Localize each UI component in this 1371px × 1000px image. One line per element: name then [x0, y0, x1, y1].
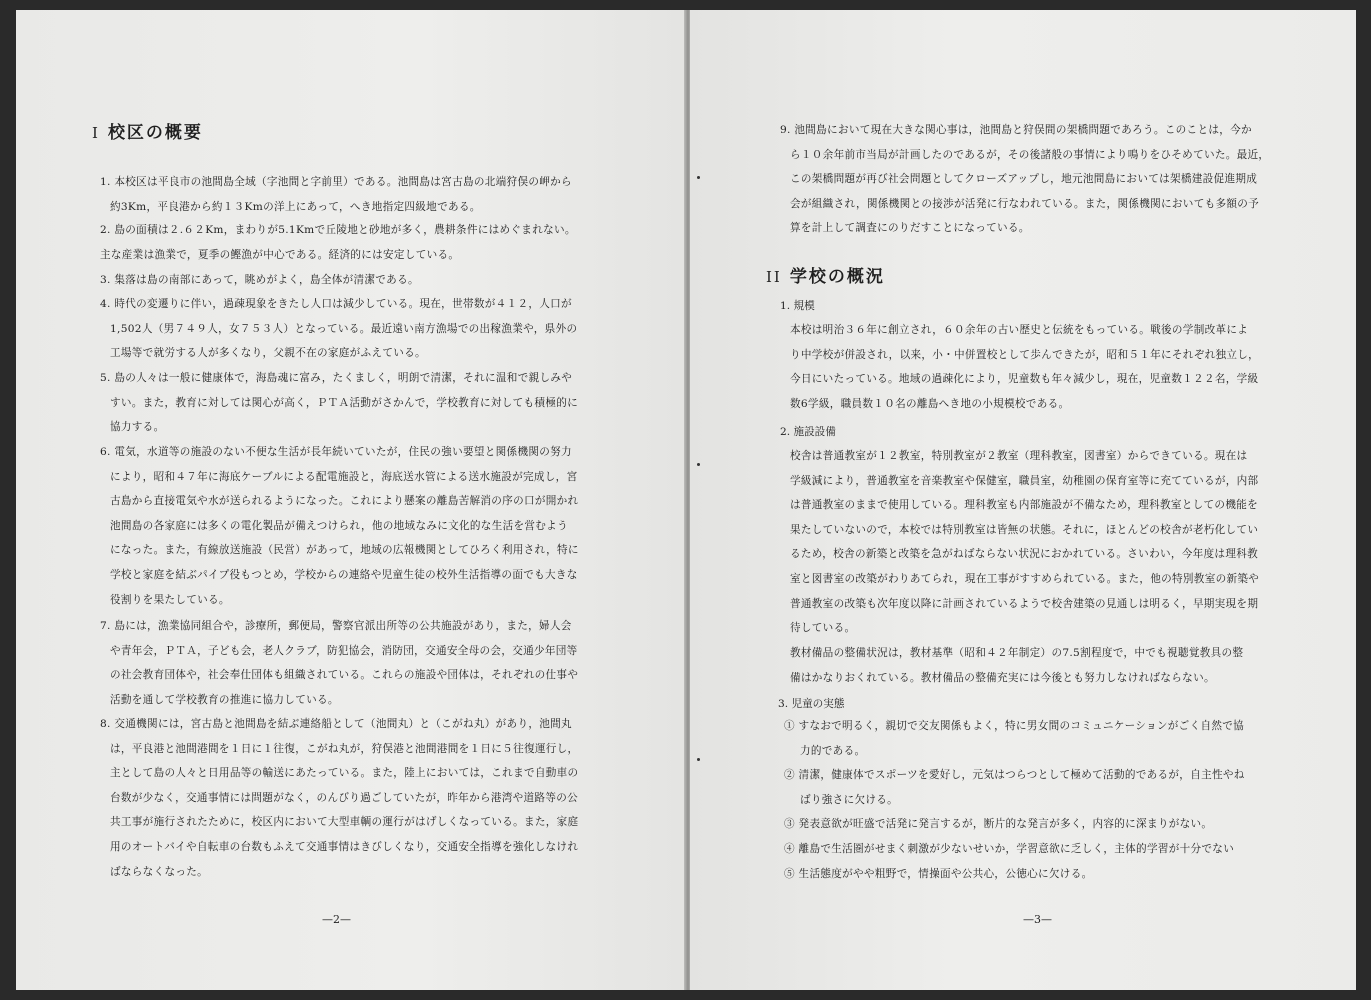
- text-line: は，平良港と池間港間を１日に１往復，こがね丸が，狩俣港と池間港間を１日に５往復運行し，: [110, 742, 579, 755]
- list-item: [100, 218, 576, 267]
- text-line: 工場等で就労する人が多くなり，父親不在の家庭がふえている。: [110, 347, 426, 360]
- section-title-text: 学校の概況: [789, 267, 885, 287]
- text-line: 会が組織され，関係機関との接渉が活発に行なわれている。また，関係機関においても多額の予: [790, 197, 1260, 210]
- text-line: ばり強さに欠ける。: [800, 793, 899, 806]
- text-line: になった。また，有線放送施設（民営）があって，地域の広報機関としてひろく利用され，特に: [110, 544, 579, 557]
- text-line: 数6学級，職員数１０名の離島へき地の小規模校である。: [790, 397, 1070, 410]
- text-line: この架橋問題が再び社会問題としてクローズアップし，地元池間島においては架橋建設促進期成: [790, 173, 1258, 186]
- text-line: 本校は明治３６年に創立され，６０余年の古い歴史と伝統をもっている。戦後の学制改革によ: [790, 324, 1249, 336]
- text-line: 学校と家庭を結ぶパイプ役もつとめ，学校からの連絡や児童生徒の校外生活指導の面でも大きな: [110, 568, 578, 581]
- punch-mark: [697, 758, 700, 761]
- text-line: ら１０余年前市当局が計画したのであるが，その後諸般の事情により鳴りをひそめていた。最近，: [790, 148, 1270, 161]
- text-line: 9. 池間島において現在大きな関心事は，池間島と狩俣間の架橋問題であろう。このことは，今か: [780, 124, 1252, 136]
- text-line: ③ 発表意欲が旺盛で活発に発言するが，断片的な発言が多く，内容的に深まりがない。: [784, 818, 1213, 831]
- section-title-1: [92, 118, 203, 143]
- text-line: 果たしていないので，本校では特別教室は皆無の状態。それに，ほとんどの校舎が老朽化してい: [790, 523, 1259, 536]
- text-line: 役割りを果たしている。: [110, 593, 230, 606]
- text-line: 台数が少なく，交通事情には問題がなく，のんびり過ごしていたが，昨年から港湾や道路等の公: [110, 791, 579, 804]
- text-line: 1,502人（男７４９人，女７５３人）となっている。最近遠い南方漁場での出稼漁業や，県外の: [110, 322, 578, 335]
- punch-mark: [697, 463, 700, 466]
- text-line: ⑤ 生活態度がやや粗野で，情操面や公共心，公徳心に欠ける。: [784, 867, 1093, 880]
- page-number-left: —2—: [322, 913, 351, 926]
- list-item: [100, 170, 572, 219]
- text-line: 2. 島の面積は２.６２Km，まわりが5.1Kmで丘陵地と砂地が多く，農耕条件にはめぐまれない。: [100, 224, 576, 236]
- text-line: るため，校舎の新築と改築を急がねばならない状況におかれている。さいわい，今年度は理科教: [790, 548, 1259, 561]
- text-line: 3. 集落は島の南部にあって，眺めがよく，島全体が清潔である。: [100, 274, 419, 286]
- equipment-paragraph: [790, 641, 1243, 690]
- text-line: 待している。: [790, 622, 856, 635]
- text-line: や青年会，ＰＴＡ，子ども会，老人クラブ，防犯協会，消防団，交通安全母の会，交通少年団等: [110, 644, 578, 657]
- section-title-2: [766, 262, 885, 287]
- text-line: 備はかなりおくれている。教材備品の整備充実には今後とも努力しなければならない。: [790, 671, 1215, 684]
- list-item: [100, 440, 579, 612]
- text-line: 今日にいたっている。地域の過疎化により，児童数も年々減少し，現在，児童数１２２名，学級: [790, 373, 1259, 386]
- text-line: 1. 本校区は平良市の池間島全域（字池間と字前里）である。池間島は宮古島の北端狩俣の岬から: [100, 176, 572, 188]
- text-line: 古島から直接電気や水が送られるようになった。これにより懸案の離島苦解消の序の口が開かれ: [110, 495, 579, 508]
- text-line: 8. 交通機関には，宮古島と池間島を結ぶ連絡船として（池間丸）と（こがね丸）があり，池間丸: [100, 718, 572, 730]
- list-item: [100, 614, 578, 712]
- text-line: 協力する。: [110, 421, 165, 434]
- text-line: ④ 離島で生活圏がせまく刺激が少ないせいか，学習意欲に乏しく，主体的学習が十分でない: [784, 842, 1235, 855]
- scale-paragraph: [790, 318, 1259, 416]
- list-item: [100, 292, 577, 366]
- subheading-facilities: 2. 施設設備: [780, 426, 836, 438]
- list-item: [100, 366, 578, 440]
- text-line: 力的である。: [800, 744, 866, 757]
- list-item: [100, 268, 419, 293]
- text-line: 池間島の各家庭には多くの電化製品が備えつけられ，他の地域なみに文化的な生活を営むよう: [110, 519, 568, 532]
- section-number: I: [92, 124, 100, 142]
- text-line: 6. 電気，水道等の施設のない不便な生活が長年続いていたが，住民の強い要望と関係機関の努力: [100, 446, 572, 458]
- text-line: の社会教育団体や，社会奉仕団体も組織されている。これらの施設や団体は，それぞれの仕事や: [110, 669, 579, 682]
- item-9: [780, 118, 1269, 241]
- text-line: すい。また，教育に対しては関心が高く，ＰＴＡ活動がさかんで，学校教育に対しても積極的に: [110, 396, 579, 409]
- text-line: 校舎は普通教室が１２教室，特別教室が２教室（理科教室，図書室）からできている。現在は: [790, 450, 1248, 462]
- section-title-text: 校区の概要: [107, 123, 203, 143]
- text-line: 普通教室の改築も次年度以降に計画されているようで校舎建築の見通しは明るく，早期実現を期: [790, 597, 1259, 610]
- text-line: 活動を通して学校教育の推進に協力している。: [110, 693, 339, 706]
- text-line: 主として島の人々と日用品等の輸送にあたっている。また，陸上においては，これまで自動車の: [110, 767, 579, 780]
- text-line: は普通教室のままで使用している。理科教室も内部施設が不備なため，理科教室としての機能を: [790, 499, 1259, 512]
- text-line: 用のオートバイや自転車の台数もふえて交通事情はきびしくなり，交通安全指導を強化しなけれ: [110, 840, 579, 853]
- text-line: ① すなおで明るく，親切で交友関係もよく，特に男女間のコミュニケーションがごく自然で協: [784, 720, 1245, 732]
- text-line: 4. 時代の変遷りに伴い，過疎現象をきたし人口は減少している。現在，世帯数が４１２，人口が: [100, 298, 572, 310]
- text-line: 約3Km，平良港から約１３Kmの洋上にあって，へき地指定四級地である。: [110, 200, 481, 213]
- facilities-paragraph: [790, 444, 1259, 641]
- text-line: 5. 島の人々は一般に健康体で，海島魂に富み，たくましく，明朗で清潔，それに温和で親しみや: [100, 372, 573, 384]
- list-item: [100, 712, 578, 884]
- text-line: 算を計上して調査にのりだすことになっている。: [790, 222, 1030, 235]
- text-line: 教材備品の整備状況は，教材基準（昭和４２年制定）の7.5割程度で，中でも視聴覚教具の整: [790, 647, 1244, 659]
- text-line: 共工事が施行されたために，校区内において大型車輌の運行がはげしくなっている。また，家庭: [110, 816, 579, 829]
- subheading-students: 3. 児童の実態: [778, 698, 845, 710]
- text-line: 7. 島には，漁業協同組合や，診療所，郵便局，警察官派出所等の公共施設があり，また，婦人会: [100, 620, 572, 632]
- text-line: により，昭和４７年に海底ケーブルによる配電施設と，海底送水管による送水施設が完成し，宮: [110, 470, 578, 483]
- page-number-right: —3—: [1023, 913, 1052, 926]
- text-line: ばならなくなった。: [110, 865, 209, 878]
- students-list: [784, 714, 1245, 886]
- text-line: ② 清潔，健康体でスポーツを愛好し，元気はつらつとして極めて活動的であるが，自主性やね: [784, 769, 1245, 782]
- text-line: り中学校が併設され，以来，小・中併置校として歩んできたが，昭和５１年にそれぞれ独立し，: [790, 348, 1260, 361]
- text-line: 室と図書室の改築がわりあてられ，現在工事がすすめられている。また，他の特別教室の新築や: [790, 572, 1260, 585]
- section-number: II: [766, 268, 782, 286]
- subheading-scale: 1. 規模: [780, 300, 815, 312]
- punch-mark: [697, 176, 700, 179]
- text-line: 主な産業は漁業で，夏季の鰹漁が中心である。経済的には安定している。: [100, 248, 460, 261]
- text-line: 学級減により，普通教室を音楽教室や保健室，職員室，幼稚園の保育室等に充てているが，内部: [790, 474, 1259, 487]
